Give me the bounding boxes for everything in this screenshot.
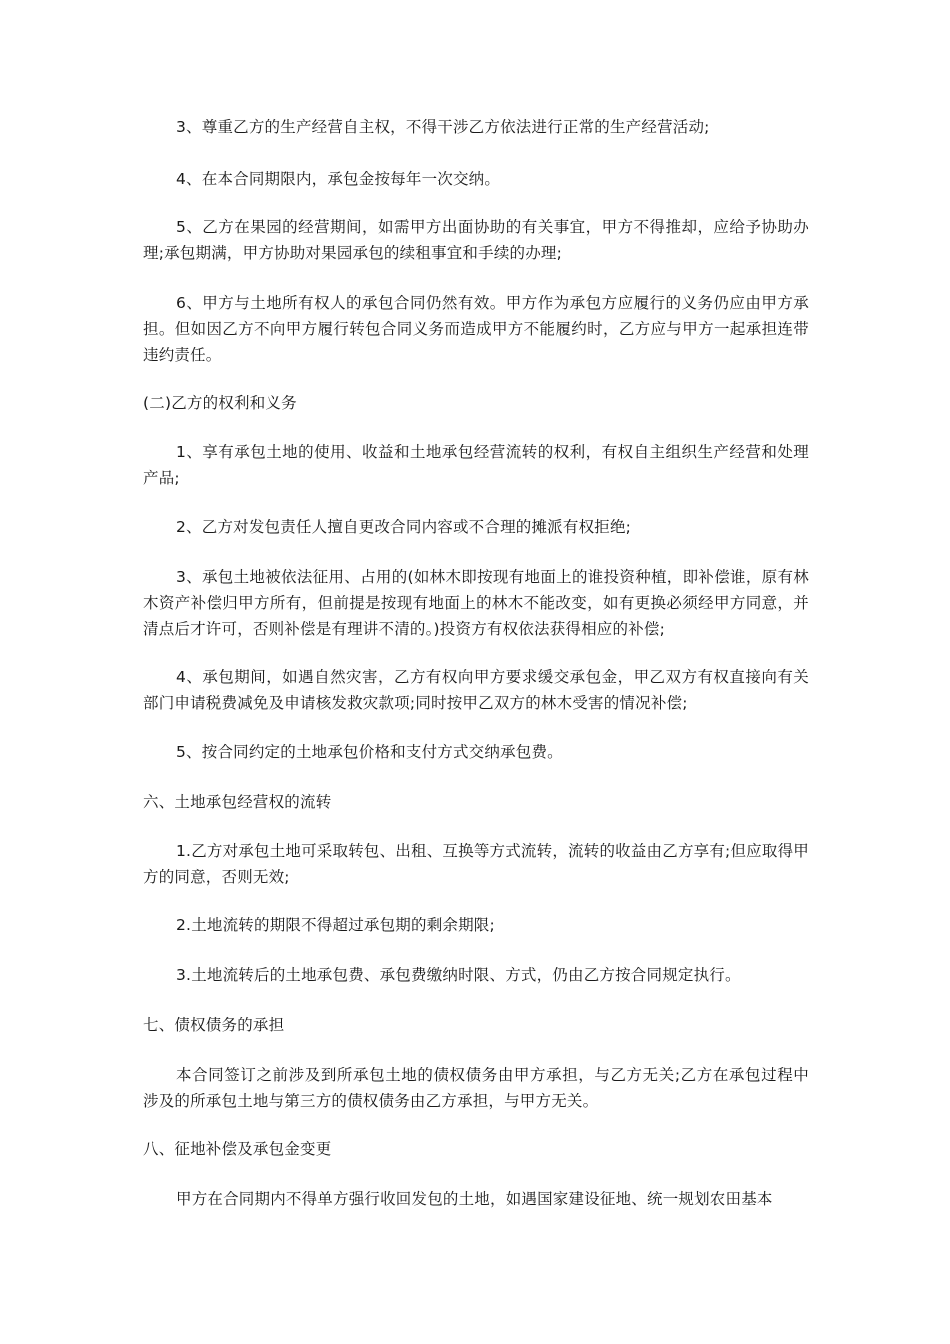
paragraph-9: 4、承包期间，如遇自然灾害，乙方有权向甲方要求缓交承包金，甲乙双方有权直接向有关部门申请税费减免及申请核发救灾款项;同时按甲乙双方的林木受害的情况补偿; — [143, 668, 809, 712]
section-heading-eight: 八、征地补偿及承包金变更 — [143, 1140, 332, 1158]
paragraph-2: 4、在本合同期限内，承包金按每年一次交纳。 — [176, 170, 501, 188]
paragraph-12: 1.乙方对承包土地可采取转包、出租、互换等方式流转，流转的收益由乙方享有;但应取得甲方的同意，否则无效; — [143, 842, 809, 886]
paragraph-1: 3、尊重乙方的生产经营自主权，不得干涉乙方依法进行正常的生产经营活动; — [176, 118, 710, 136]
paragraph-16: 本合同签订之前涉及到所承包土地的债权债务由甲方承担，与乙方无关;乙方在承包过程中涉及的所承包土地与第三方的债权债务由乙方承担，与甲方无关。 — [143, 1066, 809, 1110]
paragraph-8: 3、承包土地被依法征用、占用的(如林木即按现有地面上的谁投资种植，即补偿谁，原有林木资产补偿归甲方所有，但前提是按现有地面上的林木不能改变，如有更换必须经甲方同意，并清点后才许可，否则补偿是有理讲不清的。)投资方有权依法获得相应的补偿; — [143, 568, 809, 638]
paragraph-14: 3.土地流转后的土地承包费、承包费缴纳时限、方式，仍由乙方按合同规定执行。 — [176, 966, 741, 984]
paragraph-6: 1、享有承包土地的使用、收益和土地承包经营流转的权利，有权自主组织生产经营和处理产品; — [143, 443, 809, 487]
paragraph-3: 5、乙方在果园的经营期间，如需甲方出面协助的有关事宜，甲方不得推却，应给予协助办理;承包期满，甲方协助对果园承包的续租事宜和手续的办理; — [143, 218, 809, 262]
paragraph-7: 2、乙方对发包责任人擅自更改合同内容或不合理的摊派有权拒绝; — [176, 518, 632, 536]
section-heading-six: 六、土地承包经营权的流转 — [143, 793, 332, 811]
section-heading-seven: 七、债权债务的承担 — [143, 1016, 285, 1034]
section-heading-party-b-rights: (二)乙方的权利和义务 — [143, 394, 297, 412]
paragraph-13: 2.土地流转的期限不得超过承包期的剩余期限; — [176, 916, 495, 934]
paragraph-4: 6、甲方与土地所有权人的承包合同仍然有效。甲方作为承包方应履行的义务仍应由甲方承担。但如因乙方不向甲方履行转包合同义务而造成甲方不能履约时，乙方应与甲方一起承担连带违约责任。 — [143, 294, 809, 364]
paragraph-18: 甲方在合同期内不得单方强行收回发包的土地，如遇国家建设征地、统一规划农田基本 — [176, 1190, 773, 1208]
paragraph-10: 5、按合同约定的土地承包价格和支付方式交纳承包费。 — [176, 743, 563, 761]
